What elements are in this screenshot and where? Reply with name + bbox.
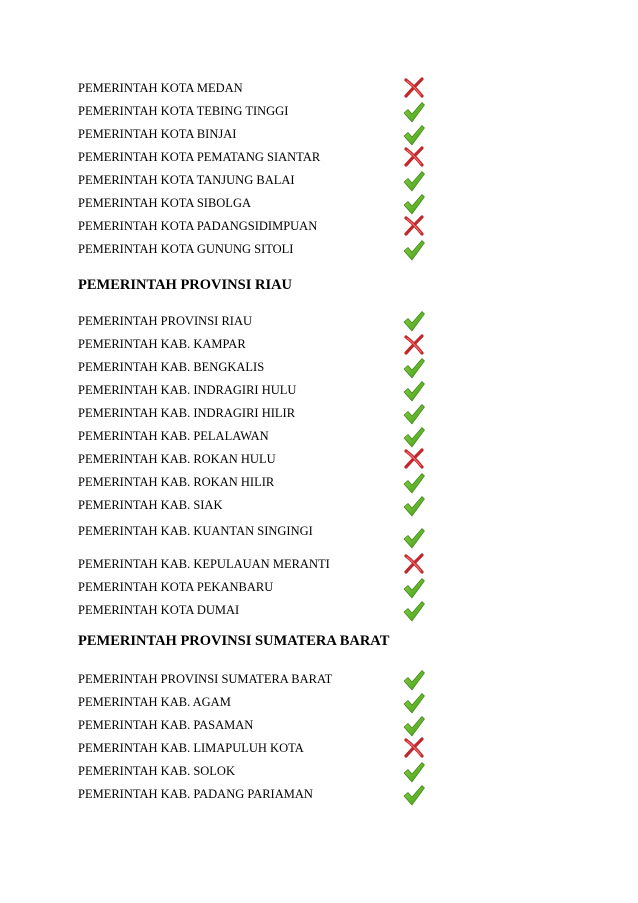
red-cross-icon [402, 333, 426, 357]
red-cross-icon [402, 736, 426, 760]
list-item-label: PEMERINTAH KAB. ROKAN HILIR [78, 475, 275, 489]
red-cross-icon [402, 76, 426, 100]
green-check-icon [402, 471, 426, 495]
list-item [78, 579, 438, 599]
list-item [78, 451, 438, 471]
green-check-icon [402, 691, 426, 715]
list-item-label: PEMERINTAH PROVINSI SUMATERA BARAT [78, 672, 333, 686]
list-item-label: PEMERINTAH KOTA MEDAN [78, 81, 243, 95]
list-item-label: PEMERINTAH KAB. KUANTAN SINGINGI [78, 524, 313, 538]
red-cross-icon [402, 214, 426, 238]
list-item-label: PEMERINTAH KOTA SIBOLGA [78, 196, 251, 210]
list-item [78, 382, 438, 402]
list-item-label: PEMERINTAH KAB. SIAK [78, 498, 223, 512]
green-check-icon [402, 192, 426, 216]
green-check-icon [402, 668, 426, 692]
list-item-label: PEMERINTAH KAB. PADANG PARIAMAN [78, 787, 313, 801]
section-heading-riau: PEMERINTAH PROVINSI RIAU [78, 277, 293, 293]
green-check-icon [402, 760, 426, 784]
list-item-label: PEMERINTAH KOTA BINJAI [78, 127, 237, 141]
list-item [78, 313, 438, 333]
green-check-icon [402, 379, 426, 403]
list-item [78, 786, 438, 806]
list-item-label: PEMERINTAH KAB. LIMAPULUH KOTA [78, 741, 304, 755]
list-item [78, 474, 438, 494]
list-item [78, 80, 438, 100]
list-item [78, 103, 438, 123]
green-check-icon [402, 714, 426, 738]
list-item [78, 428, 438, 448]
list-item-label: PEMERINTAH KAB. KEPULAUAN MERANTI [78, 557, 330, 571]
list-item [78, 763, 438, 783]
green-check-icon [402, 599, 426, 623]
list-item [78, 195, 438, 215]
list-item-label: PEMERINTAH KOTA TEBING TINGGI [78, 104, 289, 118]
list-item [78, 359, 438, 379]
list-item-label: PEMERINTAH KAB. PASAMAN [78, 718, 254, 732]
green-check-icon [402, 494, 426, 518]
list-item [78, 740, 438, 760]
list-item [78, 241, 438, 261]
green-check-icon [402, 123, 426, 147]
green-check-icon [402, 100, 426, 124]
list-item-label: PEMERINTAH KAB. SOLOK [78, 764, 235, 778]
list-item [78, 671, 438, 691]
red-cross-icon [402, 552, 426, 576]
list-item-label: PEMERINTAH KAB. AGAM [78, 695, 231, 709]
list-item [78, 602, 438, 622]
green-check-icon [402, 238, 426, 262]
list-item-label: PEMERINTAH KAB. INDRAGIRI HULU [78, 383, 297, 397]
list-item [78, 694, 438, 714]
list-item-label: PEMERINTAH KOTA PEMATANG SIANTAR [78, 150, 321, 164]
green-check-icon [402, 402, 426, 426]
list-item [78, 149, 438, 169]
list-item-label: PEMERINTAH KAB. PELALAWAN [78, 429, 269, 443]
green-check-icon [402, 309, 426, 333]
list-item [78, 126, 438, 146]
green-check-icon [402, 356, 426, 380]
red-cross-icon [402, 447, 426, 471]
list-item-label: PEMERINTAH PROVINSI RIAU [78, 314, 253, 328]
green-check-icon [402, 526, 426, 550]
green-check-icon [402, 425, 426, 449]
list-item-label: PEMERINTAH KOTA PEKANBARU [78, 580, 274, 594]
list-item [78, 172, 438, 192]
list-item-label: PEMERINTAH KOTA DUMAI [78, 603, 240, 617]
list-item-label: PEMERINTAH KOTA TANJUNG BALAI [78, 173, 295, 187]
list-item [78, 497, 438, 517]
red-cross-icon [402, 145, 426, 169]
list-item-label: PEMERINTAH KAB. KAMPAR [78, 337, 246, 351]
section-heading-sumatera-barat: PEMERINTAH PROVINSI SUMATERA BARAT [78, 633, 390, 649]
list-item-label: PEMERINTAH KAB. INDRAGIRI HILIR [78, 406, 296, 420]
list-item-label: PEMERINTAH KAB. ROKAN HULU [78, 452, 276, 466]
list-item [78, 523, 438, 543]
list-item-label: PEMERINTAH KAB. BENGKALIS [78, 360, 265, 374]
list-item [78, 405, 438, 425]
list-item-label: PEMERINTAH KOTA PADANGSIDIMPUAN [78, 219, 318, 233]
green-check-icon [402, 576, 426, 600]
list-item [78, 218, 438, 238]
green-check-icon [402, 169, 426, 193]
list-item [78, 336, 438, 356]
green-check-icon [402, 783, 426, 807]
list-item [78, 717, 438, 737]
list-item-label: PEMERINTAH KOTA GUNUNG SITOLI [78, 242, 294, 256]
list-item [78, 556, 438, 576]
